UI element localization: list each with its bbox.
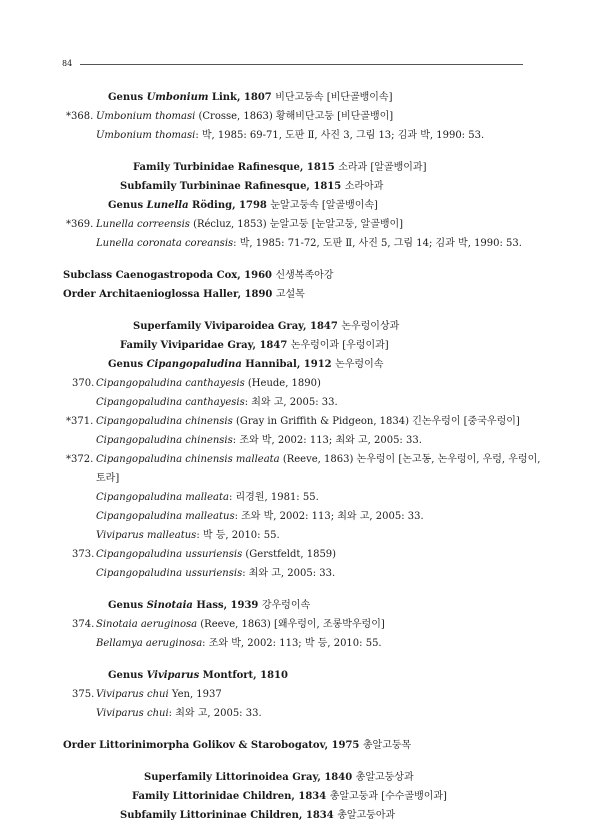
- genus-heading-lunella: Genus Lunella Röding, 1798 눈알고둥속 [알골뱅이속]: [108, 200, 378, 211]
- synonym-reference: Viviparus malleatus: 박 등, 2010: 55.: [96, 530, 280, 541]
- superfamily-heading-viviparoidea: Superfamily Viviparoidea Gray, 1847 논우렁이상과: [133, 321, 400, 332]
- species-name: Umbonium thomasi: [96, 111, 196, 122]
- species-entry-369: Lunella correensis (Récluz, 1853) 눈알고둥 [눈알고둥, 알골뱅이]: [96, 219, 404, 230]
- genus-heading-viviparus: Genus Viviparus Montfort, 1810: [108, 670, 288, 681]
- order-heading-architaenioglossa: Order Architaenioglossa Haller, 1890 고설목: [63, 289, 305, 300]
- synonym-reference: Viviparus chui: 최와 고, 2005: 33.: [96, 708, 262, 719]
- subfamily-heading-turbininae: Subfamily Turbininae Rafinesque, 1815 소라아과: [120, 181, 384, 192]
- family-heading-viviparidae: Family Viviparidae Gray, 1847 논우렁이과 [우렁이과]: [120, 340, 389, 351]
- korean-name: 비단고둥속 [비단골뱅이속]: [275, 92, 393, 103]
- species-entry-372-continued: 토라]: [96, 473, 120, 484]
- genus-heading-cipangopaludina: Genus Cipangopaludina Hannibal, 1912 논우렁이속: [108, 359, 384, 370]
- synonym-reference: Umbonium thomasi: 박, 1985: 69-71, 도판 Ⅱ, 사진 3, 그림 13; 김과 박, 1990: 53.: [96, 130, 485, 141]
- synonym-reference: Cipangopaludina malleata: 리경원, 1981: 55.: [96, 492, 319, 503]
- genus-heading-sinotaia: Genus Sinotaia Hass, 1939 강우렁이속: [108, 600, 311, 611]
- synonym-reference: Cipangopaludina malleatus: 조와 박, 2002: 113; 최와 고, 2005: 33.: [96, 511, 424, 522]
- genus-name: Umbonium: [146, 92, 209, 103]
- species-number: *371.: [66, 416, 94, 427]
- species-entry-371: Cipangopaludina chinensis (Gray in Griffith & Pidgeon, 1834) 긴논우렁이 [중국우렁이]: [96, 416, 520, 427]
- family-heading-littorinidae: Family Littorinidae Children, 1834 총알고둥과 [수수골뱅이과]: [132, 791, 447, 802]
- species-entry-368: Umbonium thomasi (Crosse, 1863) 황해비단고둥 [비단골뱅이]: [96, 111, 394, 122]
- synonym-reference: Cipangopaludina ussuriensis: 최와 고, 2005: 33.: [96, 568, 336, 579]
- species-number: *369.: [66, 219, 94, 230]
- subclass-heading: Subclass Caenogastropoda Cox, 1960 신생복족아강: [63, 270, 334, 281]
- species-entry-370: Cipangopaludina canthayesis (Heude, 1890): [96, 378, 321, 389]
- page-number: 84: [62, 59, 73, 68]
- species-entry-372: Cipangopaludina chinensis malleata (Reeve, 1863) 논우렁이 [논고동, 논우렁이, 우렁, 우렁이,: [96, 454, 541, 465]
- species-number: *372.: [66, 454, 94, 465]
- species-entry-375: Viviparus chui Yen, 1937: [96, 689, 222, 700]
- synonym-reference: Lunella coronata coreansis: 박, 1985: 71-72, 도판 Ⅱ, 사진 5, 그림 14; 김과 박, 1990: 53.: [96, 238, 522, 249]
- header-rule: [80, 64, 523, 65]
- species-number: 374.: [72, 619, 95, 630]
- subfamily-heading-littorininae: Subfamily Littorininae Children, 1834 총알고둥아과: [120, 810, 396, 821]
- species-entry-374: Sinotaia aeruginosa (Reeve, 1863) [왜우렁이, 조롱박우렁이]: [96, 619, 385, 630]
- synonym-reference: Bellamya aeruginosa: 조와 박, 2002: 113; 박 등, 2010: 55.: [96, 638, 382, 649]
- species-number: 370.: [72, 378, 95, 389]
- order-heading-littorinimorpha: Order Littorinimorpha Golikov & Starobogatov, 1975 총알고둥목: [63, 740, 412, 751]
- species-number: 375.: [72, 689, 95, 700]
- superfamily-heading-littorinoidea: Superfamily Littorinoidea Gray, 1840 총알고둥상과: [144, 772, 414, 783]
- species-entry-373: Cipangopaludina ussuriensis (Gerstfeldt, 1859): [96, 549, 337, 560]
- species-number: *368.: [66, 111, 94, 122]
- genus-heading-umbonium: Genus Umbonium Link, 1807 비단고둥속 [비단골뱅이속]: [108, 92, 393, 103]
- species-number: 373.: [72, 549, 95, 560]
- synonym-reference: Cipangopaludina canthayesis: 최와 고, 2005: 33.: [96, 397, 338, 408]
- family-heading-turbinidae: Family Turbinidae Rafinesque, 1815 소라과 [알골뱅이과]: [133, 162, 427, 173]
- synonym-reference: Cipangopaludina chinensis: 조와 박, 2002: 113; 최와 고, 2005: 33.: [96, 435, 422, 446]
